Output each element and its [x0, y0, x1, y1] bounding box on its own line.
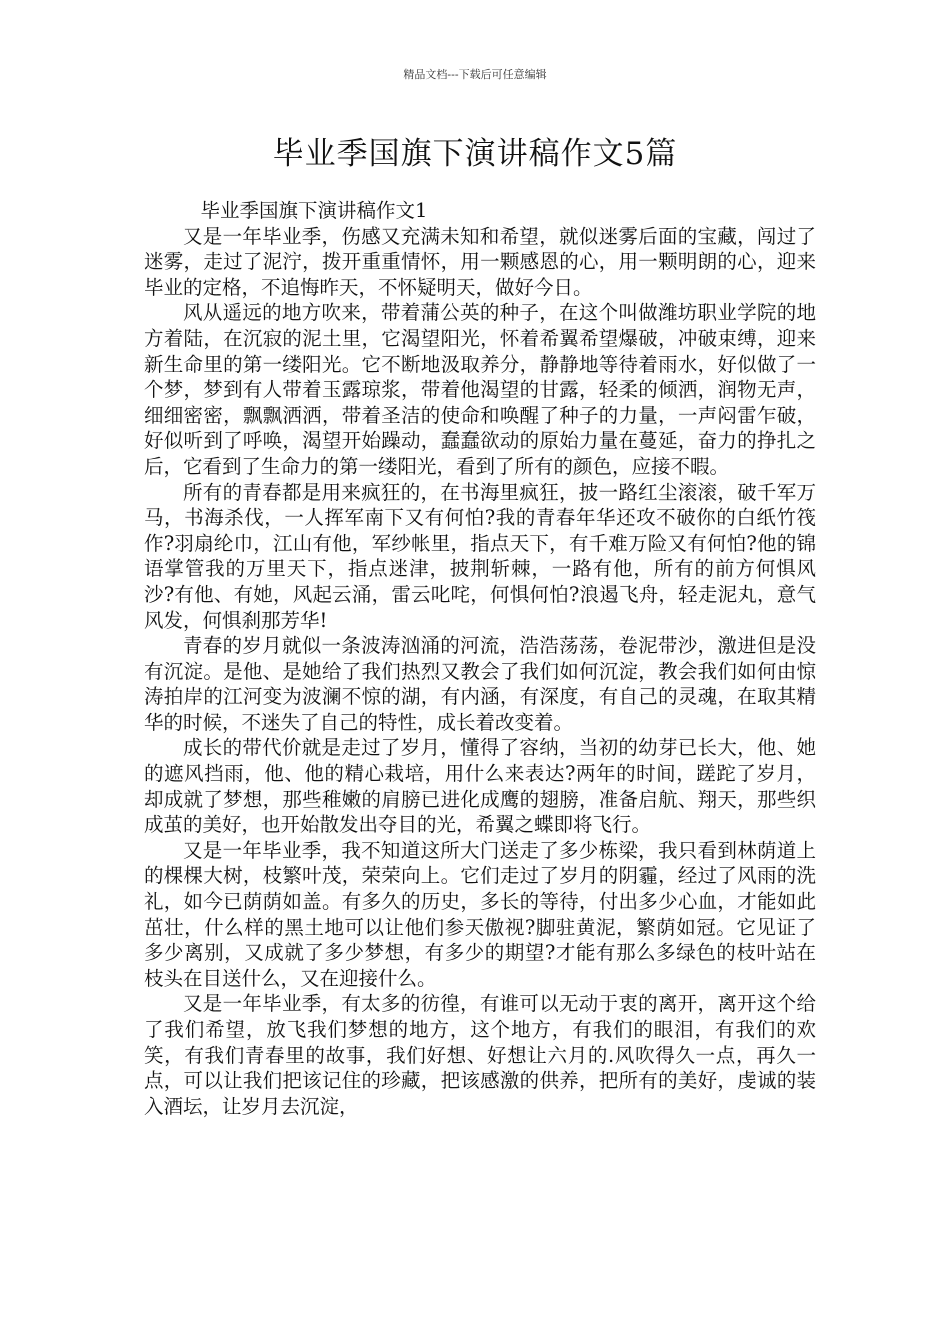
page-header: 精品文档---下载后可任意编辑: [403, 68, 547, 81]
section-subtitle: 毕业季国旗下演讲稿作文1: [200, 199, 428, 222]
paragraph: 又是一年毕业季，有太多的彷徨，有谁可以无动于衷的离开，离开这个给了我们希望，放飞我们梦想的地方，这个地方，有我们的眼泪，有我们的欢笑，有我们青春里的故事，我们好想、好想让六月的.风吹得久一点，再久一点，可以让我们把该记住的珍藏，把该感激的供养，把所有的美好，虔诚的装入酒坛，让岁月去沉淀，: [144, 992, 816, 1118]
paragraph: 成长的带代价就是走过了岁月，懂得了容纳，当初的幼芽已长大，他、她的遮风挡雨，他、他的精心栽培，用什么来表达?两年的时间，蹉跎了岁月，却成就了梦想，那些稚嫩的肩膀已进化成鹰的翅膀，准备启航、翔天，那些织成茧的美好，也开始散发出夺目的光，希翼之蝶即将飞行。: [144, 736, 816, 837]
document-title: 毕业季国旗下演讲稿作文5篇: [272, 136, 678, 172]
paragraph: 又是一年毕业季，伤感又充满未知和希望，就似迷雾后面的宝藏，闯过了迷雾，走过了泥泞，拨开重重情怀，用一颗感恩的心，用一颗明朗的心，迎来毕业的定格，不追悔昨天，不怀疑明天，做好今日。: [144, 224, 816, 299]
paragraph: 所有的青春都是用来疯狂的，在书海里疯狂，披一路红尘滚滚，破千军万马，书海杀伐，一人挥军南下又有何怕?我的青春年华还攻不破你的白纸竹筏作?羽扇纶巾，江山有他，军纱帐里，指点天下，有千难万险又有何怕?他的锦语掌管我的万里天下，指点迷津，披荆斩棘，一路有他，所有的前方何惧风沙?有他、有她，风起云涌，雷云叱咤，何惧何怕?浪遏飞舟，轻走泥丸，意气风发，何惧刹那芳华!: [144, 480, 816, 632]
paragraph: 青春的岁月就似一条波涛汹涌的河流，浩浩荡荡，卷泥带沙，激进但是没有沉淀。是他、是她给了我们热烈又教会了我们如何沉淀，教会我们如何由惊涛拍岸的江河变为波澜不惊的湖，有内涵，有深度，有自己的灵魂，在取其精华的时候，不迷失了自己的特性，成长着改变着。: [144, 634, 816, 734]
document-body: [144, 198, 816, 1119]
paragraph: 又是一年毕业季，我不知道这所大门送走了多少栋梁，我只看到林荫道上的棵棵大树，枝繁叶茂，荣荣向上。它们走过了岁月的阴霾，经过了风雨的洗礼，如今已荫荫如盖。有多久的历史，多长的等待，付出多少心血，才能如此茁壮，什么样的黑土地可以让他们参天傲视?脚驻黄泥，繁荫如冠。它见证了多少离别，又成就了多少梦想，有多少的期望?才能有那么多绿色的枝叶站在枝头在目送什么，又在迎接什么。: [144, 838, 816, 990]
paragraph: 风从遥远的地方吹来，带着蒲公英的种子，在这个叫做潍坊职业学院的地方着陆，在沉寂的泥土里，它渴望阳光，怀着希翼希望爆破，冲破束缚，迎来新生命里的第一缕阳光。它不断地汲取养分，静静地等待着雨水，好似做了一个梦，梦到有人带着玉露琼浆，带着他渴望的甘露，轻柔的倾洒，润物无声，细细密密，飘飘洒洒，带着圣洁的使命和唤醒了种子的力量，一声闷雷乍破，好似听到了呼唤，渴望开始躁动，蠢蠢欲动的原始力量在蔓延，奋力的挣扎之后，它看到了生命力的第一缕阳光，看到了所有的颜色，应接不暇。: [144, 301, 816, 478]
